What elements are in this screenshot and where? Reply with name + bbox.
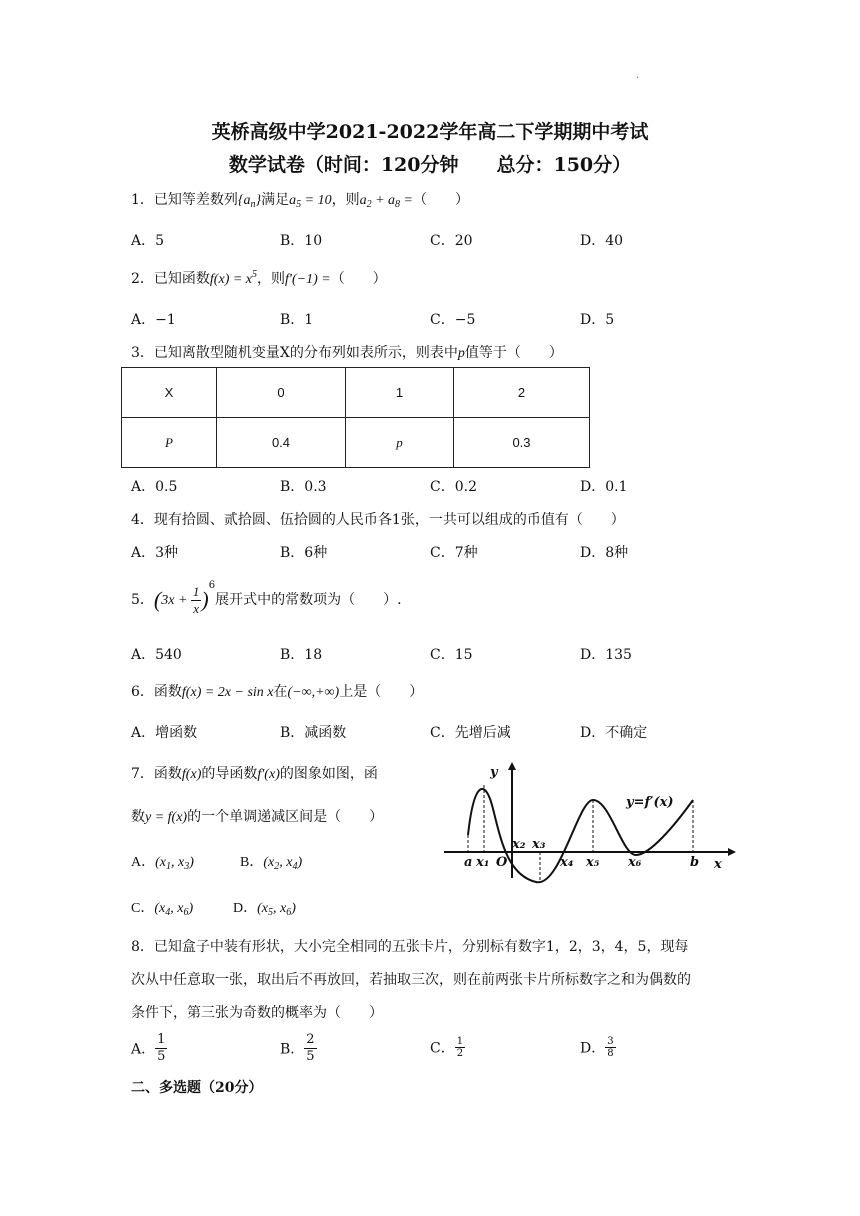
q8-option-b: B． $\frac{2}{5}$: [280, 1032, 315, 1064]
q3-option-a: A．0.5: [131, 479, 178, 495]
exam-title: 英桥高级中学2021-2022学年高二下学期期中考试: [211, 121, 649, 143]
q8-option-d: D． $\frac{3}{8}$: [580, 1036, 614, 1059]
graph-label-a: a: [464, 855, 473, 870]
question-5: 5．(3x + $\frac{1}{x}$ )$^6$展开式中的常数项为（ ）.: [131, 580, 402, 616]
derivative-graph: [440, 760, 740, 885]
q7-option-c: C．($x_4$, $x_6$): [131, 901, 194, 918]
q2-option-b: B．1: [280, 312, 314, 328]
q7-option-d: D．($x_5$, $x_6$): [233, 901, 296, 918]
q2-option-c: C．−5: [430, 312, 476, 328]
x-axis-arrow: [728, 848, 736, 856]
section-2-heading: 二、多选题（20分）: [131, 1080, 263, 1096]
question-7-line1: 7．函数f(x)的导函数f′(x)的图象如图，函: [131, 766, 378, 782]
table-row: [122, 368, 590, 418]
table-cell: P: [122, 418, 217, 468]
question-6: 6．函数f(x) = 2x − sin x在(−∞,+∞)上是（ ）: [131, 684, 424, 700]
exam-subtitle: 数学试卷（时间：120分钟 总分：150分）: [228, 154, 632, 176]
graph-label-x2: x₂: [512, 837, 526, 852]
table-row: [122, 418, 590, 468]
table-cell: p: [346, 418, 454, 468]
graph-label-x6: x₆: [628, 855, 642, 870]
graph-label-x3: x₃: [532, 837, 546, 852]
q1-option-a: A．5: [131, 233, 165, 249]
distribution-table: [121, 367, 590, 468]
y-axis-arrow: [508, 762, 516, 770]
table-cell: 2: [454, 368, 590, 418]
q6-option-d: D．不确定: [580, 725, 648, 741]
q1-option-b: B．10: [280, 233, 323, 249]
q2-option-a: A．−1: [131, 312, 176, 328]
q5-option-b: B．18: [280, 647, 323, 663]
question-8-line1: 8．已知盒子中装有形状，大小完全相同的五张卡片，分别标有数字1，2，3，4，5，现每: [131, 939, 689, 955]
q7-option-a: A．($x_1$, $x_3$): [131, 855, 194, 872]
q6-option-c: C．先增后减: [430, 725, 511, 741]
q5-option-c: C．15: [430, 647, 473, 663]
table-cell: 0: [217, 368, 346, 418]
q7-option-b: B．($x_2$, $x_4$): [240, 855, 303, 872]
graph-label-b: b: [690, 855, 700, 870]
q3-option-d: D．0.1: [580, 479, 628, 495]
question-7-line2: 数y = f(x)的一个单调递减区间是（ ）: [131, 809, 384, 825]
graph-curve-label: y=f′(x): [626, 795, 674, 810]
question-3: 3．已知离散型随机变量X的分布列如表所示，则表中p值等于（ ）: [131, 345, 563, 361]
q5-option-d: D．135: [580, 647, 632, 663]
question-8-line2: 次从中任意取一张，取出后不再放回，若抽取三次，则在前两张卡片所标数字之和为偶数的: [131, 972, 691, 988]
q8-option-c: C． $\frac{1}{2}$: [430, 1036, 464, 1059]
table-cell: 0.3: [454, 418, 590, 468]
graph-label-x5: x₅: [586, 855, 600, 870]
graph-y-label: y: [490, 765, 498, 780]
q6-option-b: B．减函数: [280, 725, 347, 741]
q6-option-a: A．增函数: [131, 725, 198, 741]
question-2: 2．已知函数$f(x) = x^5$，则f′(−1) =（ ）: [131, 269, 387, 287]
q8-option-a: A． $\frac{1}{5}$: [131, 1032, 166, 1064]
q1-option-d: D．40: [580, 233, 624, 249]
q4-option-b: B．6种: [280, 545, 328, 561]
graph-label-o: O: [496, 855, 508, 870]
q4-option-d: D．8种: [580, 545, 629, 561]
q1-option-c: C．20: [430, 233, 473, 249]
q5-option-a: A．540: [131, 647, 182, 663]
q3-option-b: B．0.3: [280, 479, 327, 495]
graph-x-label: x: [714, 857, 722, 872]
table-cell: 1: [346, 368, 454, 418]
table-cell: X: [122, 368, 217, 418]
q3-option-c: C．0.2: [430, 479, 477, 495]
question-4: 4．现有拾圆、贰拾圆、伍拾圆的人民币各1张，一共可以组成的币值有（ ）: [131, 512, 625, 528]
scan-dot: .: [636, 70, 640, 81]
question-1: 1．已知等差数列$\{a_n\}$满足$a_5 = 10$，则$a_2 + a_8$ =（ ）: [131, 192, 469, 210]
graph-label-x4: x₄: [560, 855, 574, 870]
q2-option-d: D．5: [580, 312, 615, 328]
graph-label-x1: x₁: [476, 855, 490, 870]
q4-option-a: A．3种: [131, 545, 179, 561]
q4-option-c: C．7种: [430, 545, 478, 561]
table-cell: 0.4: [217, 418, 346, 468]
question-8-line3: 条件下，第三张为奇数的概率为（ ）: [131, 1005, 383, 1021]
